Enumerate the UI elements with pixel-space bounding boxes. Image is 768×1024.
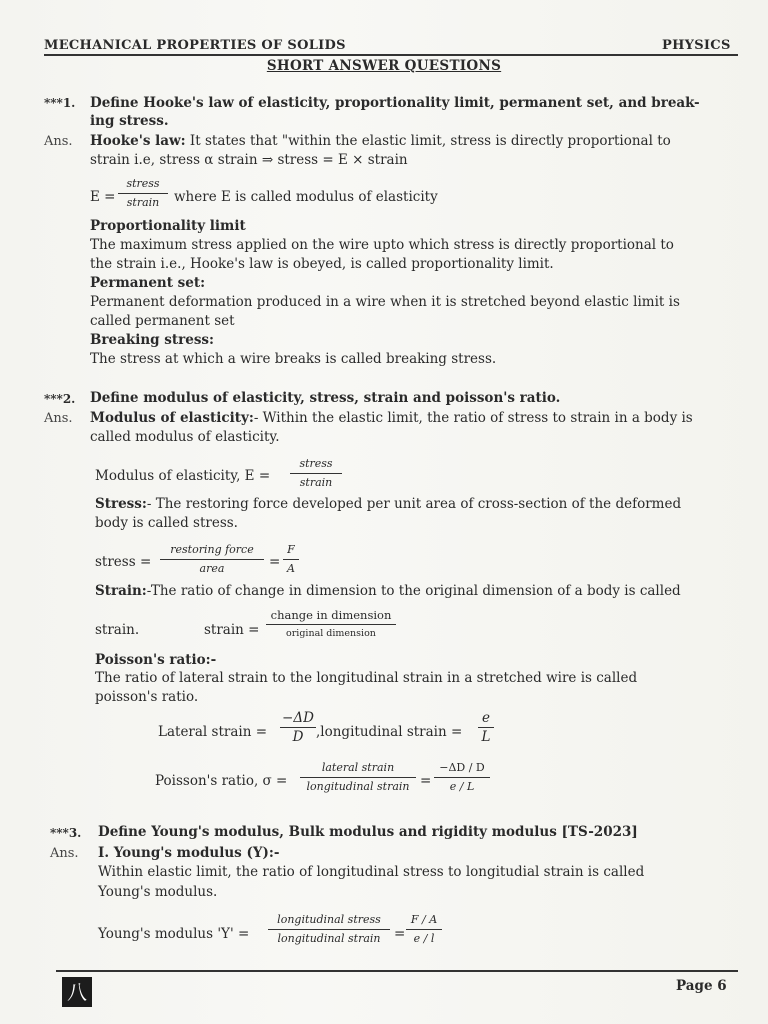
q2-strain-eq-numerator: change in dimension [270,608,392,622]
q2-stress-eq-denominator: area [199,562,225,575]
q3-ym-eq-denominator: longitudinal strain [277,932,381,945]
q1-eq-denominator: strain [126,196,160,209]
q3-ans-label: Ans. [50,846,79,861]
q2-strain-eq-fraction [266,607,396,642]
q1-hooke-line2: strain i.e, stress α strain ⇒ stress = E × strain [90,152,408,168]
q2-poisson-line1: The ratio of lateral strain to the longitudinal strain in a stretched wire is called [95,670,638,686]
q2-mod-eq-fraction [290,456,342,491]
q2-poisson-title: Poisson's ratio:- [95,652,217,668]
fraction-bar [283,559,299,560]
fraction-bar [118,193,168,194]
fraction-bar [268,929,390,930]
q2-pr-eq-fraction2 [434,760,490,795]
q3-ym-eq-denominator2: e / l [413,932,435,945]
fraction-bar [290,473,342,474]
q1-prop-line1: The maximum stress applied on the wire upto which stress is directly proportional to [90,237,674,253]
q3-ym-eq-fraction [268,912,390,947]
q2-stress-line1 [95,496,681,512]
q1-prop-title: Proportionality limit [90,218,246,234]
q2-stress-eq-fraction2 [283,542,299,577]
q1-eq-numerator: stress [126,177,160,190]
q2-mod-eq-numerator: stress [299,457,333,470]
fraction-bar [478,727,494,728]
q2-mod-text: - Within the elastic limit, the ratio of stress to strain in a body is [253,410,693,426]
q2-long-eq-numerator: e [482,710,490,726]
q2-strain-text: -The ratio of change in dimension to the original dimension of a body is called [146,583,681,599]
q3-ym-title: I. Young's modulus (Y):- [98,845,280,861]
q2-mod-eq-denominator: strain [299,476,333,489]
q3-ym-eq-lhs: Young's modulus 'Y' = [98,926,250,942]
q2-pr-eq-numerator2: −ΔD / D [439,761,485,774]
q3-ym-eq-numerator: longitudinal stress [277,913,381,926]
q2-strain-line1 [95,583,681,599]
q1-break-line1: The stress at which a wire breaks is called breaking stress. [90,351,497,367]
q1-hooke-text: It states that "within the elastic limit, stress is directly proportional to [185,133,671,149]
header-rule [44,54,738,56]
q2-ans-label: Ans. [44,411,73,426]
fraction-bar [160,559,264,560]
running-header-subject: PHYSICS [662,38,731,53]
q3-ym-line1: Within elastic limit, the ratio of longitudinal stress to longitudial strain is called [98,864,645,880]
q2-mod-eq-lhs: Modulus of elasticity, E = [95,468,271,484]
q1-hooke-line1 [90,133,671,149]
q2-pr-eq-denominator2: e / L [449,780,475,793]
q2-pr-eq-fraction [300,760,416,795]
q2-pr-eq-denominator: longitudinal strain [306,780,410,793]
q2-stress-text: - The restoring force developed per unit area of cross-section of the deformed [146,496,682,512]
fraction-bar [406,929,442,930]
q1-question-line2: ing stress. [90,113,169,129]
q2-stress-eq-numerator: restoring force [170,543,254,556]
q3-ym-eq-numerator2: F / A [410,913,438,926]
q3-ym-eq-fraction2 [406,912,442,947]
fraction-bar [434,777,490,778]
q1-ans-label: Ans. [44,134,73,149]
q3-stars: ***3. [50,826,82,840]
q2-stars: ***2. [44,392,76,406]
q2-pr-eq-equals: = [420,773,432,789]
q2-question: Define modulus of elasticity, stress, strain and poisson's ratio. [90,390,561,406]
q2-mod-title: Modulus of elasticity: [90,410,254,426]
q1-stars: ***1. [44,96,76,110]
q2-stress-line2: body is called stress. [95,515,238,531]
q2-strain-eq-lhs: strain = [204,622,260,638]
q2-lat-eq-mid: ,longitudinal strain = [316,724,463,740]
q1-perm-line2: called permanent set [90,313,235,329]
q2-lat-eq-fraction [280,710,316,745]
q2-stress-eq-denominator2: A [287,562,295,575]
q1-eq-lhs: E = [90,189,116,205]
q2-pr-eq-numerator: lateral strain [321,761,395,774]
q1-question-line1: Define Hooke's law of elasticity, proportionality limit, permanent set, and break- [90,95,700,111]
q1-break-title: Breaking stress: [90,332,215,348]
q2-strain-word: strain. [95,622,140,638]
q1-perm-title: Permanent set: [90,275,206,291]
q1-perm-line1: Permanent deformation produced in a wire when it is stretched beyond elastic limit is [90,294,680,310]
q1-eq-fraction [118,176,168,211]
footer-rule [56,970,738,972]
q2-lat-eq-denominator: D [292,729,304,745]
running-header-title: MECHANICAL PROPERTIES OF SOLIDS [44,38,346,53]
fraction-bar [280,727,316,728]
q2-stress-title: Stress: [95,496,147,512]
q2-poisson-line2: poisson's ratio. [95,689,199,705]
q2-stress-eq-numerator2: F [287,543,295,556]
q2-lat-eq-lhs: Lateral strain = [158,724,268,740]
q2-stress-eq-equals: = [269,554,281,570]
section-title: SHORT ANSWER QUESTIONS [266,58,502,74]
q3-question: Define Young's modulus, Bulk modulus and rigidity modulus [TS-2023] [98,824,638,840]
fraction-bar [300,777,416,778]
q1-hooke-title: Hooke's law: [90,133,186,149]
q3-ym-eq-equals: = [394,926,406,942]
publisher-logo: 八 [62,977,92,1007]
q2-mod-line2: called modulus of elasticity. [90,429,280,445]
q2-pr-eq-lhs: Poisson's ratio, σ = [155,773,288,789]
q3-ym-line2: Young's modulus. [98,884,218,900]
fraction-bar [266,624,396,625]
q2-stress-eq-lhs: stress = [95,554,152,570]
q1-eq-rhs: where E is called modulus of elasticity [174,189,438,205]
q2-long-eq-fraction [478,710,494,745]
q2-strain-title: Strain: [95,583,147,599]
page-number: Page 6 [676,978,727,994]
q2-strain-eq-denominator: original dimension [286,628,376,639]
q2-stress-eq-fraction [160,542,264,577]
q1-prop-line2: the strain i.e., Hooke's law is obeyed, is called proportionality limit. [90,256,554,272]
q2-long-eq-denominator: L [481,729,491,745]
q2-lat-eq-numerator: −ΔD [282,710,314,726]
q2-mod-line1 [90,410,693,426]
